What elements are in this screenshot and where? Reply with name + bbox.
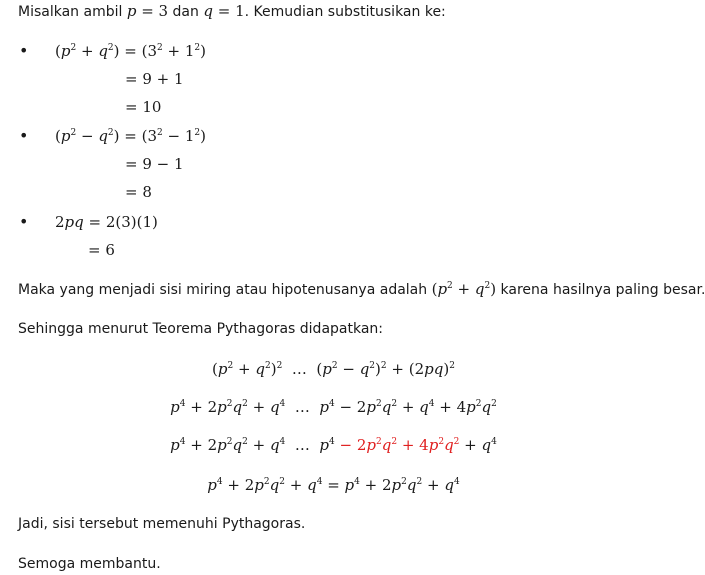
bullet-icon: • xyxy=(19,212,29,231)
bullet-icon: • xyxy=(19,41,29,60)
sum-squares-result: = 10 xyxy=(125,98,162,116)
sum-squares-line: $(p^2 + q^2) = (3^2 + 1^2)$ xyxy=(55,42,206,60)
diff-squares-step: = 9 − 1 xyxy=(125,155,184,173)
intro-text: dan xyxy=(168,4,204,20)
intro-text: . Kemudian substitusikan ke: xyxy=(244,4,446,20)
intro-line: Misalkan ambil p = 3 dan q = 1. Kemudian substitusikan ke: xyxy=(18,2,446,20)
equation-1: $(p^2 + q^2)^2$ … $(p^2 - q^2)^2 + (2pq)^2$ xyxy=(212,360,455,378)
equation-2: $p^4 + 2p^2q^2 + q^4$ … $p^4 - 2p^2q^2 + q^4 + 4p^2q^2$ xyxy=(170,398,497,416)
prod-result-value: 6 xyxy=(105,241,115,259)
product-result: = 6 xyxy=(88,241,115,259)
bullet-icon: • xyxy=(19,126,29,145)
q-value: 1 xyxy=(235,2,245,20)
pythagoras-intro: Sehingga menurut Teorema Pythagoras didapatkan: xyxy=(18,321,384,337)
sum-squares-step: = 9 + 1 xyxy=(125,70,184,88)
intro-text: Misalkan ambil xyxy=(18,4,127,20)
diff-squares-line: $(p^2 - q^2) = (3^2 - 1^2)$ xyxy=(55,127,206,145)
p-value: 3 xyxy=(158,2,169,20)
product-line: 2pq = 2(3)(1) xyxy=(55,213,158,231)
conclusion-line: Maka yang menjadi sisi miring atau hipotenusanya adalah $(p^2 + q^2)$ karena hasilnya paling besar. xyxy=(18,280,705,298)
diff-result-value: 8 xyxy=(142,183,152,201)
equation-3: $p^4 + 2p^2q^2 + q^4$ … $p^4 - 2p^2q^2 + 4p^2q^2 + q^4$ xyxy=(170,436,497,454)
closing-line: Semoga membantu. xyxy=(18,556,161,572)
sum-result-value: 10 xyxy=(142,98,162,116)
equation-4: $p^4 + 2p^2q^2 + q^4 = p^4 + 2p^2q^2 + q^4$ xyxy=(207,476,460,494)
conclusion-text: Maka yang menjadi sisi miring atau hipotenusanya adalah xyxy=(18,282,432,298)
final-line: Jadi, sisi tersebut memenuhi Pythagoras. xyxy=(18,516,306,532)
diff-step-value: 9 − 1 xyxy=(142,155,184,173)
conclusion-text: karena hasilnya paling besar. xyxy=(496,282,705,298)
highlighted-terms: − $2p^2q^2 + 4p^2q^2$ xyxy=(339,436,460,454)
sum-step-value: 9 + 1 xyxy=(142,70,184,88)
diff-squares-result: = 8 xyxy=(125,183,152,201)
